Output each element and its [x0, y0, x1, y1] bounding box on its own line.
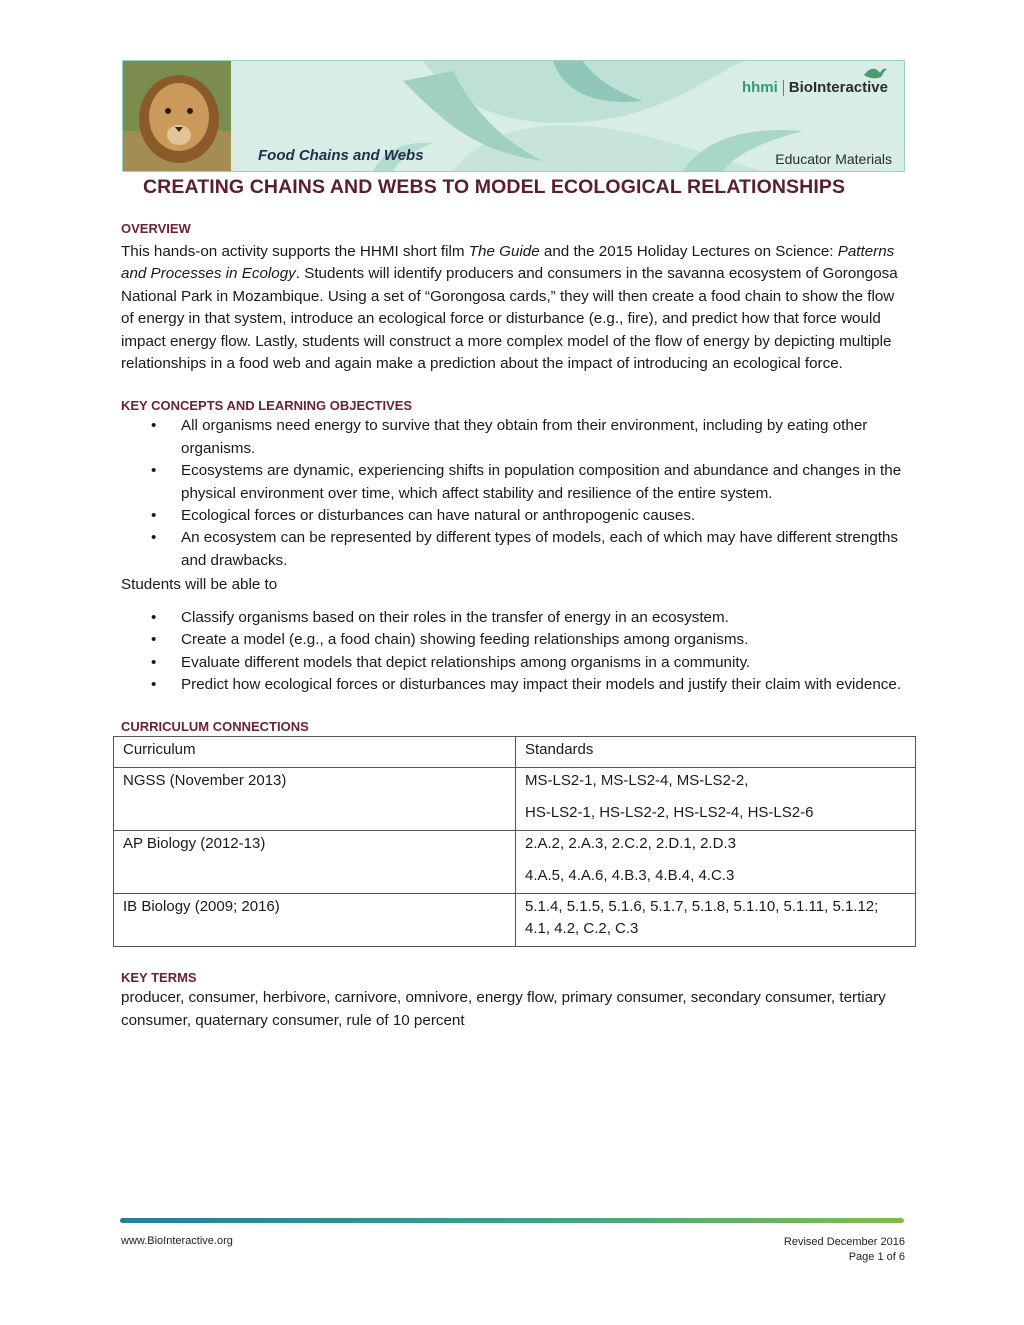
key-concepts-list: [121, 415, 906, 572]
logo-biointeractive-text: BioInteractive: [788, 79, 888, 96]
table-row: [114, 894, 916, 947]
table-header-row: [114, 737, 916, 768]
overview-text-2: and the 2015 Holiday Lectures on Science:: [539, 243, 838, 260]
film-title: The Guide: [468, 243, 540, 260]
overview-paragraph: [121, 241, 906, 375]
footer-info: [784, 1235, 905, 1265]
biointeractive-logo: [742, 79, 888, 96]
logo-separator: [783, 80, 784, 96]
standards-line: MS-LS2-1, MS-LS2-4, MS-LS2-2,: [525, 772, 749, 790]
objectives-list: [121, 607, 906, 697]
table-cell-standards: 5.1.4, 5.1.5, 5.1.6, 5.1.7, 5.1.8, 5.1.10, 5.1.11, 5.1.12; 4.1, 4.2, C.2, C.3: [516, 894, 916, 947]
list-item: • Ecological forces or disturbances can have natural or anthropogenic causes.: [121, 505, 906, 527]
overview-text-1: This hands-on activity supports the HHMI short film: [121, 243, 469, 260]
footer-website: www.BioInteractive.org: [121, 1235, 233, 1247]
key-concepts-heading: KEY CONCEPTS AND LEARNING OBJECTIVES: [121, 398, 413, 414]
key-terms-text: producer, consumer, herbivore, carnivore, omnivore, energy flow, primary consumer, secondary consumer, tertiary consumer, quaternary consumer, rule of 10 percent: [121, 989, 886, 1029]
list-item: • An ecosystem can be represented by different types of models, each of which may have different strengths and drawbacks.: [121, 527, 906, 572]
footer-divider: [120, 1218, 904, 1223]
students-intro: Students will be able to: [121, 576, 278, 594]
column-header-standards: Standards: [516, 737, 916, 768]
key-terms-heading: KEY TERMS: [121, 970, 197, 986]
overview-heading: OVERVIEW: [121, 221, 191, 236]
list-item: • Classify organisms based on their roles in the transfer of energy in an ecosystem.: [121, 607, 906, 629]
list-item: • Create a model (e.g., a food chain) showing feeding relationships among organisms.: [121, 629, 906, 651]
standards-line: 4.A.5, 4.A.6, 4.B.3, 4.B.4, 4.C.3: [525, 867, 735, 885]
table-row: [114, 768, 916, 831]
lion-photo: [123, 61, 231, 171]
document-title: CREATING CHAINS AND WEBS TO MODEL ECOLOGICAL RELATIONSHIPS: [143, 176, 846, 198]
material-type: Educator Materials: [775, 151, 892, 167]
list-item: • Predict how ecological forces or disturbances may impact their models and justify their claim with evidence.: [121, 674, 906, 696]
footer-revised: Revised December 2016: [783, 1236, 905, 1248]
curriculum-heading: CURRICULUM CONNECTIONS: [121, 719, 309, 735]
table-cell-curriculum: NGSS (November 2013): [114, 768, 516, 831]
table-cell-curriculum: AP Biology (2012-13): [114, 831, 516, 894]
lecture-title: Patterns and Processes in Ecology: [121, 243, 895, 283]
overview-text-3: . Students will identify producers and consumers in the savanna ecosystem of Gorongosa National Park in Mozambique. Using a set of “Gorongosa cards,” they will then create a food chain to show the flow of energy in that system, introduce an ecological force or disturbance (e.g., fire), and predict how that force would impact energy flow. Lastly, students will construct a more complex model of the flow of energy by depicting multiple relationships in a food web and again make a prediction about the impact of introducing an ecological force.: [121, 265, 898, 373]
logo-hhmi-text: hhmi: [741, 79, 778, 96]
series-title: Food Chains and Webs: [258, 147, 424, 164]
list-item: • Ecosystems are dynamic, experiencing shifts in population composition and abundance and changes in the physical environment over time, which affect stability and resilience of the entire system.: [121, 460, 906, 505]
table-cell-curriculum: IB Biology (2009; 2016): [114, 894, 516, 947]
list-item: • All organisms need energy to survive that they obtain from their environment, including by eating other organisms.: [121, 415, 906, 460]
list-item: • Evaluate different models that depict relationships among organisms in a community.: [121, 652, 906, 674]
footer-page-number: Page 1 of 6: [848, 1251, 905, 1263]
column-header-curriculum: Curriculum: [114, 737, 516, 768]
table-cell-standards: [516, 768, 916, 831]
curriculum-table: [113, 736, 916, 947]
table-row: [114, 831, 916, 894]
standards-line: 2.A.2, 2.A.3, 2.C.2, 2.D.1, 2.D.3: [525, 835, 736, 853]
standards-line: HS-LS2-1, HS-LS2-2, HS-LS2-4, HS-LS2-6: [525, 804, 814, 822]
header-banner: [122, 60, 905, 172]
document-body: [121, 220, 906, 1032]
table-cell-standards: [516, 831, 916, 894]
